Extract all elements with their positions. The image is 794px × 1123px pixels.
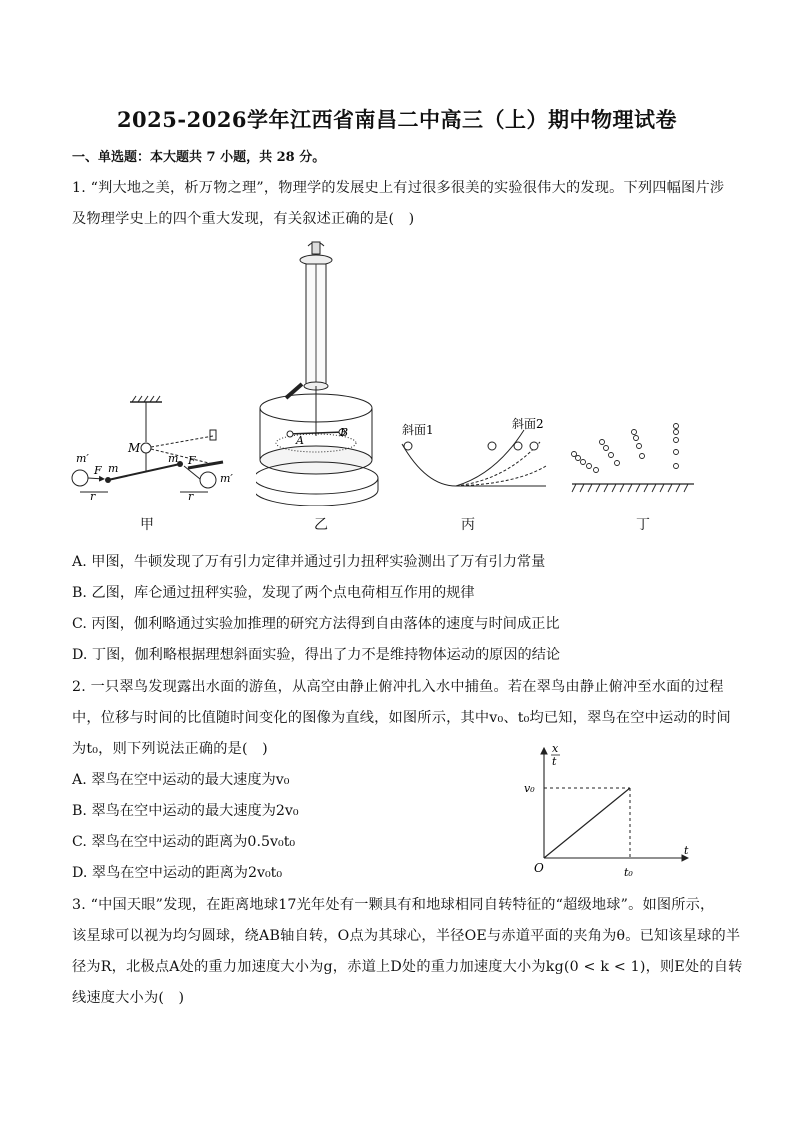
q3-stem-line1: 3. “中国天眼”发现，在距离地球17光年处有一颗具有和地球相同自转特征的“超级地球”。如图所示， [72,897,715,913]
label-m-prime-left: m′ [76,452,89,465]
q3-stem-line3: 径为R，北极点A处的重力加速度大小为g，赤道上D处的重力加速度大小为kg(0 < k < 1)，则E处的自转 [72,959,743,975]
q1-stem-line2: 及物理学史上的四个重大发现，有关叙述正确的是( ) [72,211,415,227]
figure-bing-inclined-planes [396,414,556,494]
label-m-right: m [168,452,179,465]
section-heading: 一、单选题：本大题共 7 小题，共 28 分。 [72,150,326,165]
q3-stem-line4: 线速度大小为( ) [72,990,185,1006]
label-r-right: r [188,490,194,502]
graph-ylabel-den: t [552,755,557,768]
label-B: B [340,426,349,439]
graph-ylabel-num: x [552,742,559,755]
caption-ding: 丁 [636,517,650,533]
q1-option-d[interactable]: D. 丁图，伽利略根据理想斜面实验，得出了力不是维持物体运动的原因的结论 [72,647,561,663]
q2-option-a[interactable]: A. 翠鸟在空中运动的最大速度为v₀ [72,772,290,788]
q2-graph [520,740,700,880]
label-M: M [128,441,141,455]
q2-option-c[interactable]: C. 翠鸟在空中运动的距离为0.5v₀t₀ [72,834,296,850]
q1-option-b[interactable]: B. 乙图，库仑通过扭秤实验，发现了两个点电荷相互作用的规律 [72,585,475,601]
q2-option-b[interactable]: B. 翠鸟在空中运动的最大速度为2v₀ [72,803,299,819]
label-A: A [296,434,304,447]
caption-yi: 乙 [314,517,328,533]
label-m-left: m [108,462,119,475]
label-m-prime-right: m′ [220,472,233,485]
graph-t0-label: t₀ [624,866,633,879]
caption-bing: 丙 [461,517,475,533]
q1-stem-line1: 1. “判大地之美，析万物之理”，物理学的发展史上有过很多很美的实验很伟大的发现。下列四幅图片涉 [72,180,725,196]
q3-stem-line2: 该星球可以视为均匀圆球，绕AB轴自转，O点为其球心，半径OE与赤道平面的夹角为θ。已知该星球的半 [72,928,741,944]
label-F-right: F [188,454,196,467]
q2-stem-line2: 中，位移与时间的比值随时间变化的图像为直线，如图所示，其中v₀、t₀均已知，翠鸟在空中运动的时间 [72,710,731,726]
graph-xlabel: t [684,844,689,857]
label-slope2: 斜面2 [512,417,544,431]
q2-stem-line3: 为t₀，则下列说法正确的是( ) [72,741,268,757]
label-r-left: r [90,490,96,502]
figure-jia-torsion-balance [68,392,248,502]
q1-option-c[interactable]: C. 丙图，伽利略通过实验加推理的研究方法得到自由落体的速度与时间成正比 [72,616,560,632]
caption-jia: 甲 [140,517,154,533]
label-slope1: 斜面1 [402,423,434,437]
graph-origin-label: O [534,861,544,875]
figure-ding-falling-balls [568,418,698,494]
label-F-left: F [94,464,102,477]
q2-stem-line1: 2. 一只翠鸟发现露出水面的游鱼，从高空由静止俯冲扎入水中捕鱼。若在翠鸟由静止俯冲至水面的过程 [72,679,724,695]
exam-title: 2025-2026学年江西省南昌二中高三（上）期中物理试卷 [116,107,678,132]
q1-option-a[interactable]: A. 甲图，牛顿发现了万有引力定律并通过引力扭秤实验测出了万有引力常量 [72,554,546,570]
figure-yi-coulomb-balance [256,238,386,506]
graph-v0-label: v₀ [524,782,535,795]
q2-option-d[interactable]: D. 翠鸟在空中运动的距离为2v₀t₀ [72,865,283,881]
